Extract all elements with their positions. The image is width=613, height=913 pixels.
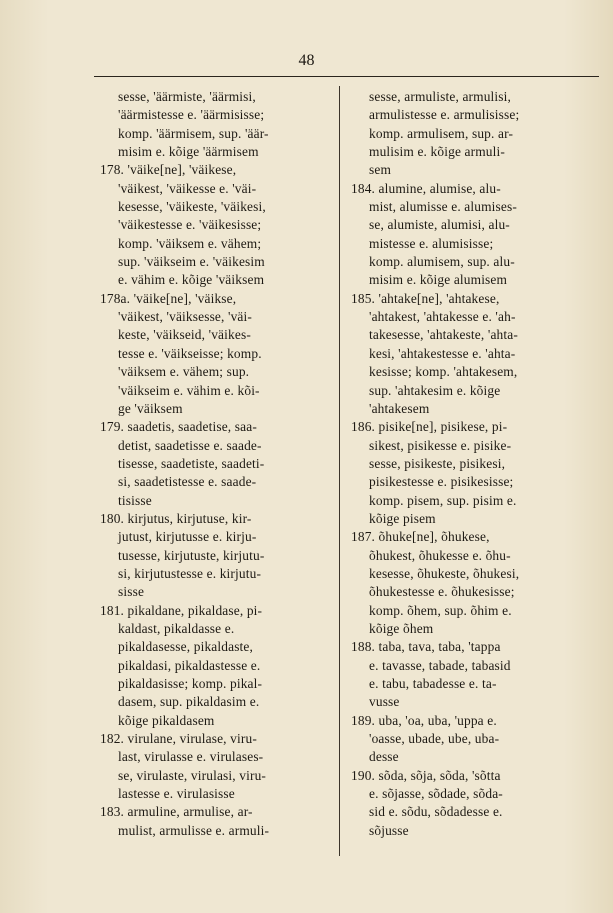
entry-line: si, saadetistesse e. saade- — [118, 474, 257, 490]
entry-line: 'väikest, 'väiksesse, 'väi- — [118, 309, 253, 325]
entry-line: õhukest, õhukesse e. õhu- — [369, 547, 511, 563]
entry-line: se, alumiste, alumisi, alu- — [369, 217, 510, 233]
entry-line: komp. õhem, sup. õhim e. — [369, 602, 512, 618]
entry-headline: 180. kirjutus, kirjutuse, kir- — [100, 510, 252, 526]
entry-line: kõige õhem — [369, 620, 434, 636]
entry-line: pikaldasesse, pikaldaste, — [118, 639, 254, 655]
entry-headline: 182. virulane, virulase, viru- — [100, 731, 257, 747]
entry-line: kesisse; komp. 'ahtakesem, — [369, 364, 518, 380]
header-rule — [94, 76, 599, 77]
entry-line: sisse — [118, 584, 145, 600]
entry-headline: 178a. 'väike[ne], 'väikse, — [100, 290, 237, 306]
entry-line: dasem, sup. pikaldasim e. — [118, 694, 260, 710]
entry-line: se, virulaste, virulasi, viru- — [118, 767, 267, 783]
entry-line: e. tavasse, tabade, tabasid — [369, 657, 511, 673]
entry-headline: 178. 'väike[ne], 'väikese, — [100, 162, 237, 178]
entry-line: 'oasse, ubade, ube, uba- — [369, 731, 500, 747]
entry-line: pisikestesse e. pisikesisse; — [369, 474, 514, 490]
entry-line: kaldast, pikaldasse e. — [118, 620, 235, 636]
entry-line: detist, saadetisse e. saade- — [118, 437, 262, 453]
entry-headline: 181. pikaldane, pikaldase, pi- — [100, 602, 263, 618]
entry-line: 'ahtakest, 'ahtakesse e. 'ah- — [369, 309, 516, 325]
entry-line: kõige pikaldasem — [118, 712, 215, 728]
entry-line: mist, alumisse e. alumises- — [369, 199, 517, 215]
entry-line: keste, 'väikseid, 'väikes- — [118, 327, 251, 343]
entry-line: kesesse, 'väikeste, 'väikesi, — [118, 199, 266, 215]
entry-line: misim e. kõige alumisem — [369, 272, 508, 288]
entry-line: 'äärmistesse e. 'äärmisisse; — [118, 107, 265, 123]
entry-line: sem — [369, 162, 392, 178]
entry-headline: 190. sõda, sõja, sõda, 'sõtta — [351, 767, 501, 783]
entry-line: 'väikest, 'väikesse e. 'väi- — [118, 180, 257, 196]
entry-line: misim e. kõige 'äärmisem — [118, 144, 259, 160]
entry-line: sõjusse — [369, 822, 409, 838]
entry-line: kesi, 'ahtakestesse e. 'ahta- — [369, 345, 516, 361]
entry-line: 'väiksem e. vähem; sup. — [118, 364, 250, 380]
entry-line: takesesse, 'ahtakeste, 'ahta- — [369, 327, 518, 343]
entry-headline: 185. 'ahtake[ne], 'ahtakese, — [351, 290, 500, 306]
entry-line: 'ahtakesem — [369, 400, 430, 416]
entry-line: pikaldasi, pikaldastesse e. — [118, 657, 261, 673]
entry-line: lastesse e. virulasisse — [118, 786, 235, 802]
entry-line: sesse, 'äärmiste, 'äärmisi, — [118, 89, 256, 104]
entry-headline: 189. uba, 'oa, uba, 'uppa e. — [351, 712, 497, 728]
entry-headline: 184. alumine, alumise, alu- — [351, 180, 501, 196]
entry-line: tusesse, kirjutuste, kirjutu- — [118, 547, 265, 563]
entry-line: e. sõjasse, sõdade, sõda- — [369, 786, 503, 802]
entry-line: sesse, armuliste, armulisi, — [369, 89, 512, 104]
entry-line: komp. alumisem, sup. alu- — [369, 254, 515, 270]
left-column — [100, 88, 338, 840]
entry-line: jutust, kirjutusse e. kirju- — [118, 529, 257, 545]
entry-line: mulisim e. kõige armuli- — [369, 144, 505, 160]
entry-line: tisesse, saadetiste, saadeti- — [118, 455, 265, 471]
entry-headline: 179. saadetis, saadetise, saa- — [100, 419, 257, 435]
entry-line: kesesse, õhukeste, õhukesi, — [369, 565, 520, 581]
entry-line: tesse e. 'väikseisse; komp. — [118, 345, 262, 361]
entry-line: last, virulasse e. virulases- — [118, 749, 264, 765]
entry-line: sesse, pisikeste, pisikesi, — [369, 455, 506, 471]
right-column — [351, 88, 591, 840]
entry-line: tisisse — [118, 492, 152, 508]
entry-line: sikest, pisikesse e. pisike- — [369, 437, 512, 453]
entry-line: mistesse e. alumisisse; — [369, 235, 494, 251]
entry-line: komp. armulisem, sup. ar- — [369, 125, 514, 141]
entry-line: 'väikestesse e. 'väikesisse; — [118, 217, 262, 233]
entry-line: ge 'väiksem — [118, 400, 183, 416]
entry-line: kõige pisem — [369, 510, 436, 526]
entry-line: e. tabu, tabadesse e. ta- — [369, 676, 497, 691]
entry-line: desse — [369, 749, 399, 765]
entry-headline: 188. taba, tava, taba, 'tappa — [351, 639, 501, 655]
entry-line: õhukestesse e. õhukesisse; — [369, 584, 515, 600]
entry-line: armulistesse e. armulisisse; — [369, 107, 520, 123]
entry-line: sup. 'väikseim e. 'väikesim — [118, 254, 265, 270]
entry-line: sid e. sõdu, sõdadesse e. — [369, 804, 503, 820]
page-number: 48 — [298, 52, 315, 69]
column-divider — [339, 86, 340, 856]
entry-line: sup. 'ahtakesim e. kõige — [369, 382, 501, 398]
entry-line: e. vähim e. kõige 'väiksem — [118, 272, 265, 288]
entry-line: komp. 'äärmisem, sup. 'äär- — [118, 125, 269, 141]
entry-line: vusse — [369, 694, 400, 710]
entry-line: 'väikseim e. vähim e. kõi- — [118, 382, 260, 398]
entry-line: komp. 'väiksem e. vähem; — [118, 235, 262, 251]
entry-headline: 187. õhuke[ne], õhukese, — [351, 529, 490, 545]
entry-line: mulist, armulisse e. armuli- — [118, 822, 270, 838]
entry-line: si, kirjutustesse e. kirjutu- — [118, 565, 262, 581]
entry-line: pikaldasisse; komp. pikal- — [118, 676, 263, 691]
entry-headline: 186. pisike[ne], pisikese, pi- — [351, 419, 508, 435]
entry-headline: 183. armuline, armulise, ar- — [100, 804, 253, 820]
entry-line: komp. pisem, sup. pisim e. — [369, 492, 517, 508]
